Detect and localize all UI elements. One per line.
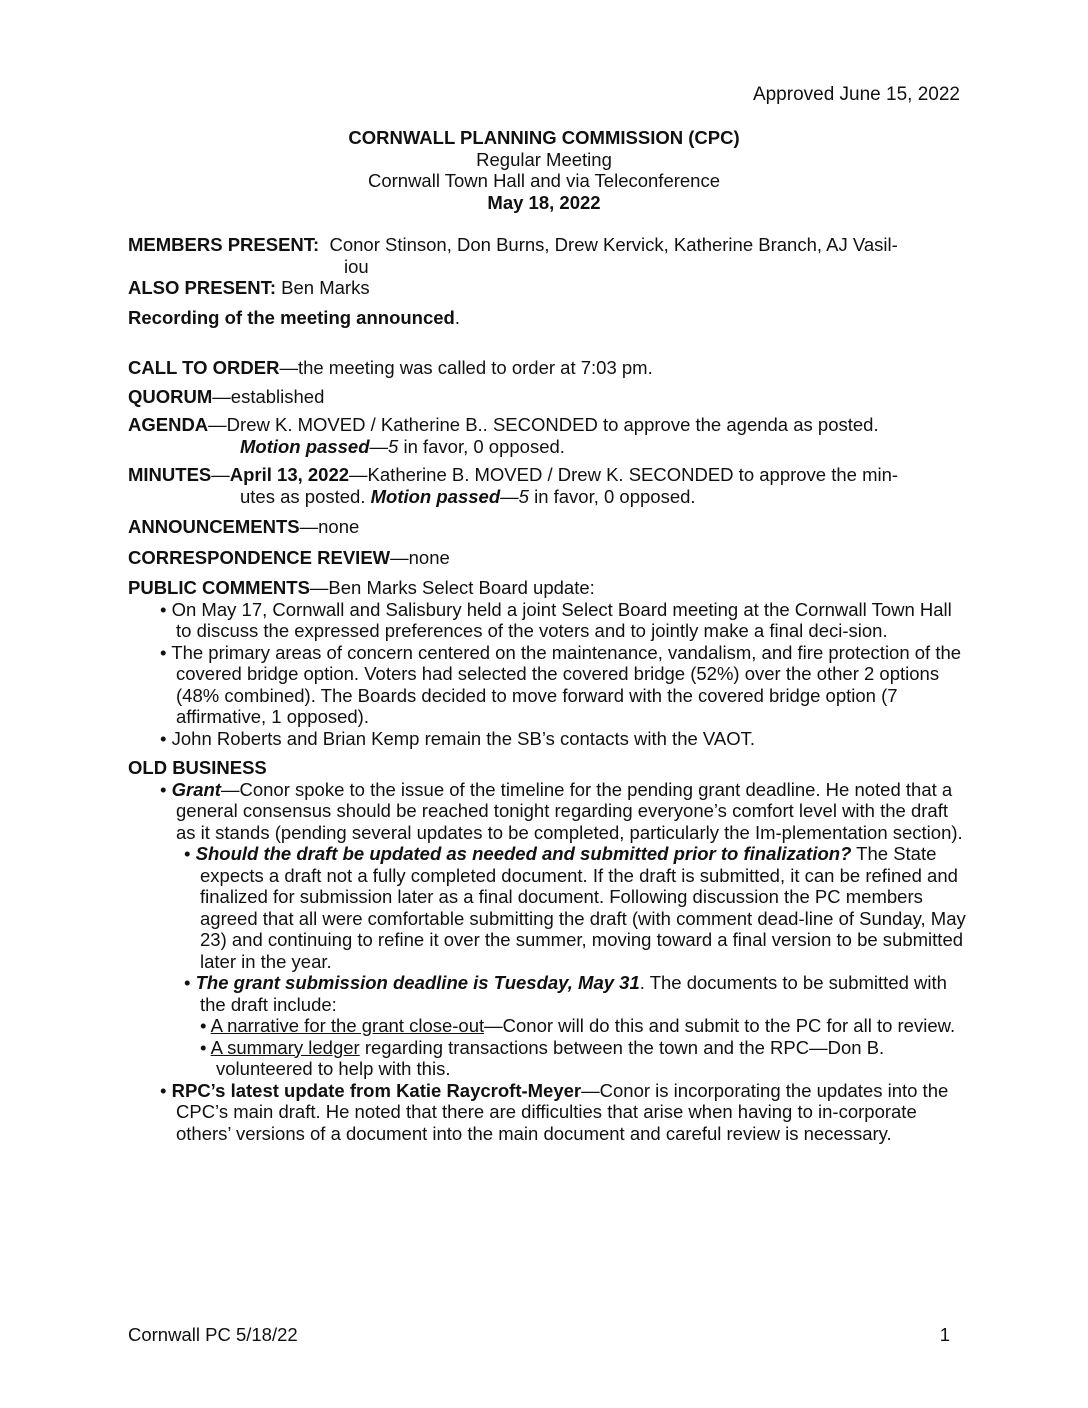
agenda-motion bbox=[128, 436, 565, 458]
meeting-location: Cornwall Town Hall and via Teleconference bbox=[367, 170, 721, 191]
public-comments bbox=[128, 577, 966, 749]
public-comment-item: • The primary areas of concern centered on the maintenance, vandalism, and fire protection of the covered bridge option. Voters had selected the covered bridge (52%) over the other 2 options (48% combined). The Boards decided to move forward with the covered bridge option (7 affirmative, 1 opposed). bbox=[160, 641, 962, 727]
approval-date: Approved June 15, 2022 bbox=[752, 84, 960, 105]
old-business-label: OLD BUSINESS bbox=[128, 757, 267, 778]
call-to-order-label: CALL TO ORDER bbox=[128, 357, 280, 378]
narrative-text: —Conor will do this and submit to the PC for all to review. bbox=[484, 1015, 956, 1036]
public-comments-label: PUBLIC COMMENTS bbox=[128, 577, 310, 598]
bullet: • bbox=[200, 1015, 211, 1036]
also-names: Ben Marks bbox=[276, 277, 370, 298]
meeting-type: Regular Meeting bbox=[476, 148, 612, 170]
footer-left: Cornwall PC 5/18/22 bbox=[128, 1324, 298, 1345]
minutes-tail: in favor, 0 opposed. bbox=[528, 485, 696, 507]
public-comment-item: • John Roberts and Brian Kemp remain the SB’s contacts with the VAOT. bbox=[160, 727, 755, 749]
minutes-text-cont: utes as posted. bbox=[240, 485, 371, 507]
members-list-cont: iou bbox=[344, 255, 369, 277]
should-draft-text: The State expects a draft not a fully completed document. If the draft is submitted, it can be refined and finalized for submission later as a final document. Following discussion the PC members agreed that all were comfortable submitting the draft (with comment dead-line of Sunday, May 23) and continuing to refine it over the summer, moving toward a final version to be submitted later in the year. bbox=[200, 843, 966, 972]
narrative-label: A narrative for the grant close-out bbox=[210, 1015, 485, 1036]
call-to-order bbox=[128, 357, 966, 379]
public-comment-item: • On May 17, Cornwall and Salisbury held a joint Select Board meeting at the Cornwall Town Hall to discuss the expressed preferences of the voters and to jointly make a final deci-sion. bbox=[160, 598, 952, 641]
rpc-update-label: RPC’s latest update from Katie Raycroft-Meyer bbox=[171, 1079, 582, 1101]
also-present bbox=[128, 277, 966, 299]
ledger-item bbox=[128, 1037, 966, 1080]
minutes-dash2: — bbox=[500, 485, 519, 507]
grant-label: Grant bbox=[171, 778, 221, 800]
ledger-text: regarding transactions between the town and the RPC—Don B. volunteered to help with this. bbox=[216, 1036, 885, 1079]
ledger-label: A summary ledger bbox=[210, 1036, 360, 1058]
recording-tail: . bbox=[454, 306, 460, 328]
narrative-item bbox=[128, 1015, 966, 1037]
deadline-text: . The documents to be submitted with the draft include: bbox=[200, 972, 947, 1015]
meeting-date: May 18, 2022 bbox=[487, 191, 601, 213]
bullet: • bbox=[160, 778, 172, 800]
correspondence-label: CORRESPONDENCE REVIEW bbox=[128, 546, 391, 568]
quorum-text: —established bbox=[212, 385, 325, 407]
members-present bbox=[128, 234, 966, 277]
agenda-dash: — bbox=[369, 435, 389, 457]
announcements bbox=[128, 516, 966, 538]
bullet: • bbox=[160, 1079, 172, 1101]
meeting-header bbox=[0, 127, 1088, 213]
grant-text: —Conor spoke to the issue of the timeline for the pending grant deadline. He noted that a general consensus should be reached tonight regarding everyone’s comfort level with the draft as it stands (pending several updates to be completed, particularly the Im-plementation section). bbox=[176, 778, 963, 843]
rpc-update-item bbox=[128, 1080, 966, 1145]
grant-item bbox=[128, 779, 966, 844]
should-draft-item bbox=[128, 843, 966, 972]
agenda-label: AGENDA bbox=[128, 414, 209, 435]
announcements-text: —none bbox=[299, 516, 360, 537]
correspondence bbox=[128, 547, 966, 569]
members-label: MEMBERS PRESENT: bbox=[128, 234, 320, 255]
old-business bbox=[128, 757, 966, 1144]
agenda-tail: in favor, 0 opposed. bbox=[398, 435, 565, 457]
minutes-date: April 13, 2022 bbox=[229, 464, 350, 485]
minutes-text: —Katherine B. MOVED / Drew K. SECONDED to approve the min- bbox=[349, 464, 899, 485]
minutes-motion-label: Motion passed bbox=[370, 485, 501, 507]
bullet: • bbox=[200, 1036, 211, 1058]
minutes-body bbox=[128, 234, 966, 1144]
should-draft-question: Should the draft be updated as needed and submitted prior to finalization? bbox=[195, 843, 852, 864]
agenda bbox=[128, 414, 966, 457]
minutes-count: 5 bbox=[518, 485, 529, 507]
page-number: 1 bbox=[939, 1324, 950, 1345]
recording-text: Recording of the meeting announced bbox=[128, 306, 455, 328]
quorum bbox=[128, 386, 966, 408]
minutes-dash: — bbox=[211, 464, 230, 485]
agenda-count: 5 bbox=[388, 435, 399, 457]
minutes-label: MINUTES bbox=[128, 464, 212, 485]
quorum-label: QUORUM bbox=[128, 385, 213, 407]
agenda-text: —Drew K. MOVED / Katherine B.. SECONDED to approve the agenda as posted. bbox=[208, 414, 879, 435]
minutes-approval bbox=[128, 464, 966, 507]
minutes-motion bbox=[128, 486, 696, 508]
agenda-motion-label: Motion passed bbox=[240, 435, 370, 457]
commission-title: CORNWALL PLANNING COMMISSION (CPC) bbox=[348, 127, 740, 148]
rpc-update-text: —Conor is incorporating the updates into the CPC’s main draft. He noted that there are difficulties that arise when having to in-corporate others’ versions of a document into the main document and careful review is necessary. bbox=[176, 1079, 949, 1144]
deadline-item bbox=[128, 972, 966, 1015]
announcements-label: ANNOUNCEMENTS bbox=[128, 516, 300, 537]
members-list: Conor Stinson, Don Burns, Drew Kervick, Katherine Branch, AJ Vasil- bbox=[329, 234, 898, 255]
deadline-label: The grant submission deadline is Tuesday, May 31 bbox=[195, 972, 640, 993]
public-comments-text: —Ben Marks Select Board update: bbox=[309, 577, 595, 598]
call-to-order-text: —the meeting was called to order at 7:03 pm. bbox=[279, 357, 653, 378]
correspondence-text: —none bbox=[390, 546, 450, 568]
recording-note bbox=[128, 307, 966, 329]
also-label: ALSO PRESENT: bbox=[128, 277, 277, 298]
bullet: • bbox=[184, 972, 196, 993]
bullet: • bbox=[184, 843, 196, 864]
